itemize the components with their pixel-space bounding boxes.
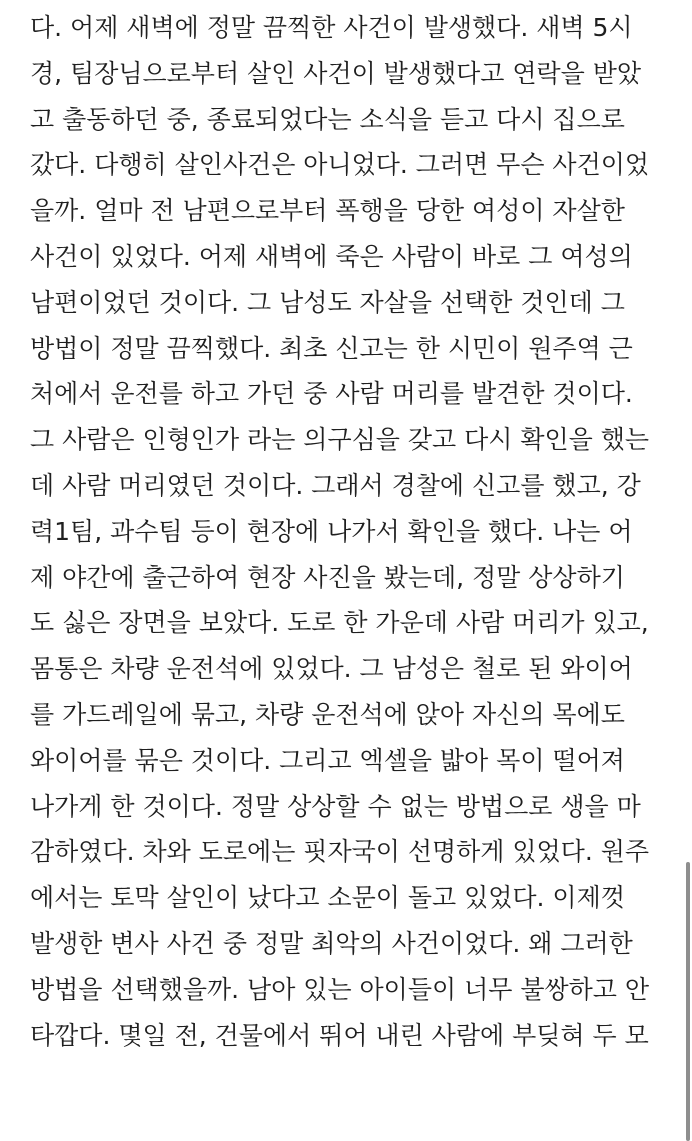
scrollbar-thumb[interactable]: [686, 862, 690, 1141]
text-line: 다. 어제 새벽에 정말 끔찍한 사건이 발생했다. 새벽 5시: [30, 13, 633, 42]
text-line: 를 가드레일에 묶고, 차량 운전석에 앉아 자신의 목에도: [30, 699, 625, 729]
text-line: 와이어를 묶은 것이다. 그리고 엑셀을 밟아 목이 떨어져: [30, 745, 625, 775]
text-line: 갔다. 다행히 살인사건은 아니었다. 그러면 무슨 사건이었: [30, 150, 650, 180]
text-line: 도 싫은 장면을 보았다. 도로 한 가운데 사람 머리가 있고,: [30, 608, 649, 638]
text-line: 력1팀, 과수팀 등이 현장에 나가서 확인을 했다. 나는 어: [30, 516, 633, 546]
text-line: 감하였다. 차와 도로에는 핏자국이 선명하게 있었다. 원주: [30, 837, 650, 867]
text-line: 나가게 한 것이다. 정말 상상할 수 없는 방법으로 생을 마: [30, 791, 641, 821]
text-line: 고 출동하던 중, 종료되었다는 소식을 듣고 다시 집으로: [30, 104, 625, 134]
text-line: 몸통은 차량 운전석에 있었다. 그 남성은 철로 된 와이어: [30, 654, 633, 684]
text-line: 을까. 얼마 전 남편으로부터 폭행을 당한 여성이 자살한: [30, 196, 625, 226]
text-line: 타깝다. 몇일 전, 건물에서 뛰어 내린 사람에 부딪혀 두 모: [30, 1020, 649, 1050]
text-line: 그 사람은 인형인가 라는 의구심을 갖고 다시 확인을 했는: [30, 425, 650, 455]
text-line: 방법이 정말 끔찍했다. 최초 신고는 한 시민이 원주역 근: [30, 333, 633, 363]
vertical-scrollbar[interactable]: [684, 0, 692, 1141]
document-text: [30, 5, 690, 1058]
text-line: 처에서 운전를 하고 가던 중 사람 머리를 발견한 것이다.: [30, 379, 633, 409]
text-line: 경, 팀장님으로부터 살인 사건이 발생했다고 연락을 받았: [30, 58, 642, 88]
text-line: 데 사람 머리였던 것이다. 그래서 경찰에 신고를 했고, 강: [30, 470, 641, 500]
text-line: 에서는 토막 살인이 났다고 소문이 돌고 있었다. 이제껏: [30, 883, 625, 913]
text-line: 사건이 있었다. 어제 새벽에 죽은 사람이 바로 그 여성의: [30, 241, 633, 271]
text-line: 제 야간에 출근하여 현장 사진을 봤는데, 정말 상상하기: [30, 562, 625, 592]
text-line: 발생한 변사 사건 중 정말 최악의 사건이었다. 왜 그러한: [30, 928, 633, 958]
text-line: 방법을 선택했을까. 남아 있는 아이들이 너무 불쌍하고 안: [30, 974, 650, 1004]
text-line: 남편이었던 것이다. 그 남성도 자살을 선택한 것인데 그: [30, 287, 625, 317]
